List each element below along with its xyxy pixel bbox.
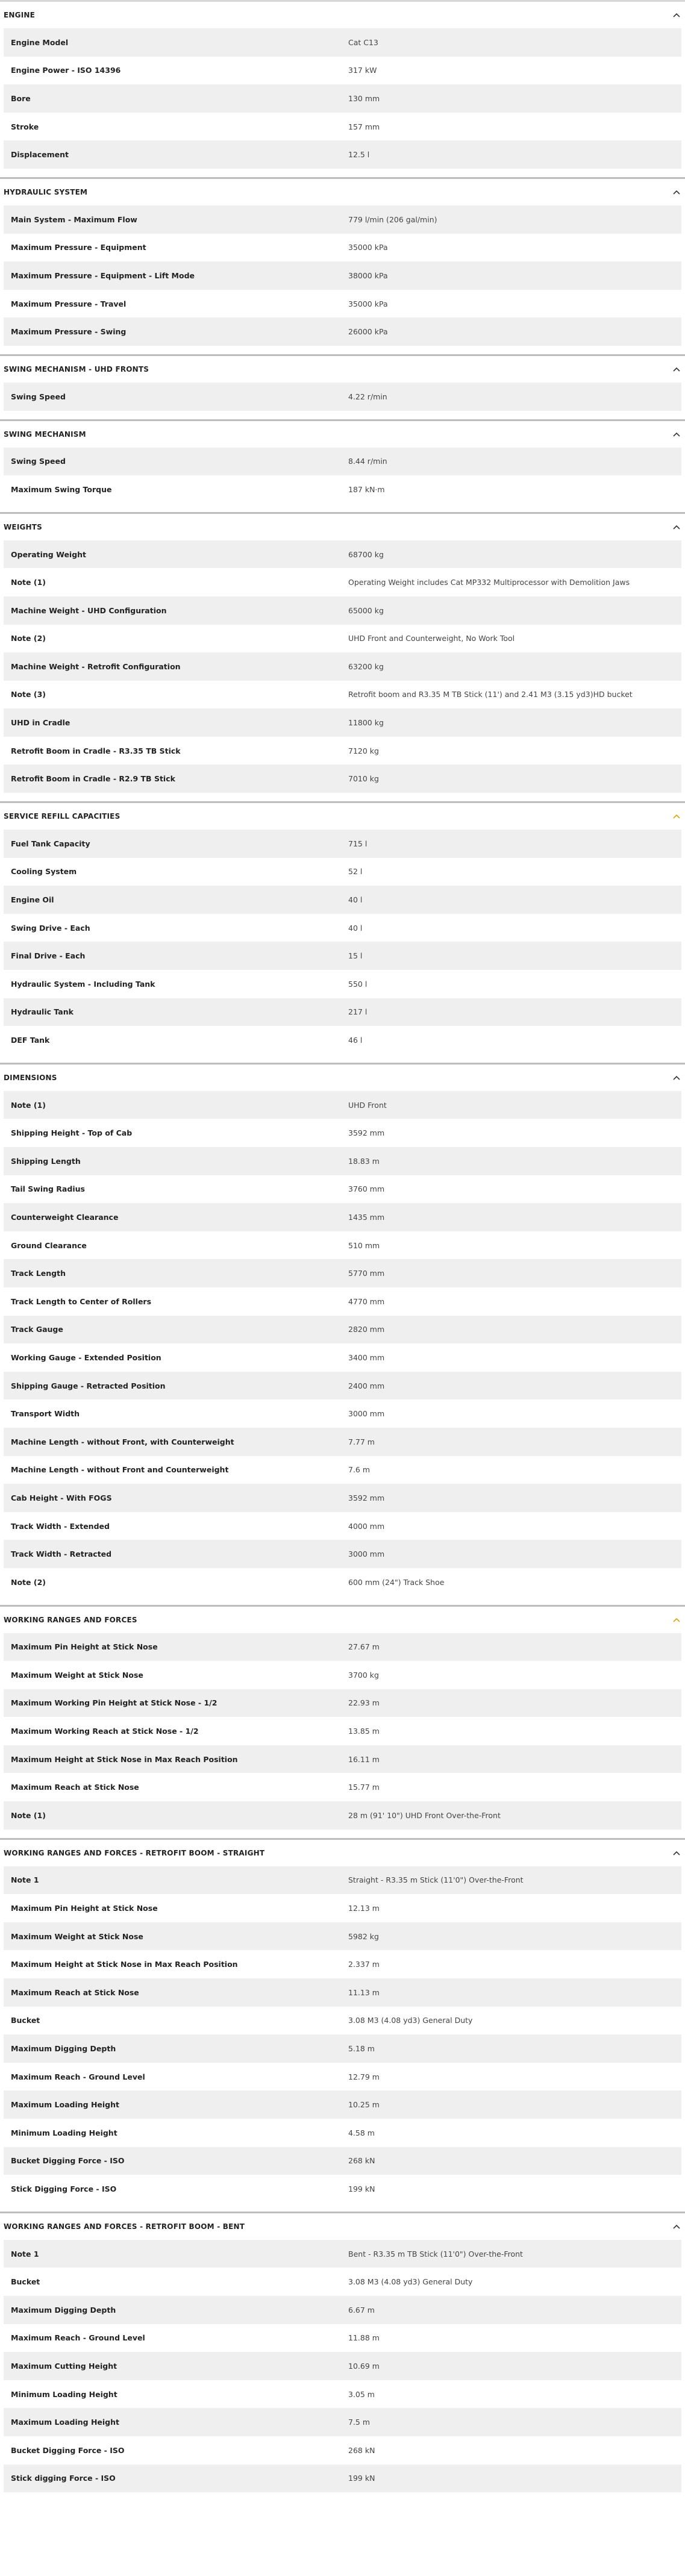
spec-value: 715 l [348,839,368,848]
spec-value: 199 kN [348,2474,375,2483]
spec-value: Operating Weight includes Cat MP332 Multiprocessor with Demolition Jaws [348,578,630,587]
spec-label: Track Length [11,1269,66,1278]
spec-value: 27.67 m [348,1642,380,1652]
spec-row [4,681,681,709]
spec-label: Note (1) [11,578,46,587]
spec-label: Bucket Digging Force - ISO [11,2445,125,2455]
spec-table [0,1091,685,1605]
spec-row [4,625,681,653]
spec-label: Maximum Working Pin Height at Stick Nose - 1/2 [11,1698,217,1708]
spec-value: 13.85 m [348,1727,380,1736]
spec-label: UHD in Cradle [11,718,70,728]
chevron-up-icon[interactable] [673,189,680,196]
section-header[interactable] [0,356,685,383]
chevron-up-icon[interactable] [673,366,680,373]
spec-value: 3400 mm [348,1352,385,1362]
spec-value: 28 m (91' 10") UHD Front Over-the-Front [348,1810,501,1820]
spec-label: Track Gauge [11,1325,63,1334]
spec-value: 157 mm [348,122,380,131]
section-title: DIMENSIONS [4,1073,57,1082]
spec-label: Engine Model [11,37,69,47]
chevron-up-icon[interactable] [673,2223,680,2230]
spec-row [4,1175,681,1204]
spec-section [0,1838,685,2212]
spec-row [4,2268,681,2296]
spec-row [4,1316,681,1344]
spec-value: 3760 mm [348,1184,385,1194]
spec-value: 5770 mm [348,1269,385,1278]
spec-row [4,1287,681,1316]
spec-label: Counterweight Clearance [11,1212,119,1222]
spec-value: 600 mm (24") Track Shoe [348,1577,445,1587]
spec-row [4,2296,681,2324]
spec-row [4,1745,681,1774]
spec-label: Displacement [11,150,69,160]
spec-value: 3000 mm [348,1409,385,1419]
spec-value: 4770 mm [348,1296,385,1306]
spec-value: 2820 mm [348,1325,385,1334]
spec-value: 3.08 M3 (4.08 yd3) General Duty [348,2277,473,2287]
spec-value: 10.25 m [348,2100,380,2110]
spec-row [4,1484,681,1512]
spec-label: Tail Swing Radius [11,1184,85,1194]
spec-row [4,475,681,504]
spec-row [4,1661,681,1689]
spec-row [4,290,681,318]
spec-label: Maximum Digging Depth [11,2044,116,2054]
spec-value: 52 l [348,867,363,877]
spec-label: Track Width - Retracted [11,1549,112,1559]
spec-value: 46 l [348,1036,363,1045]
spec-row [4,1568,681,1596]
spec-row [4,1978,681,2007]
spec-row [4,1203,681,1231]
section-title: WORKING RANGES AND FORCES [4,1615,137,1624]
chevron-up-icon[interactable] [673,11,680,19]
spec-value: 7.5 m [348,2418,371,2427]
spec-value: 38000 kPa [348,270,388,280]
spec-section [0,1605,685,1838]
spec-row [4,998,681,1027]
section-title: HYDRAULIC SYSTEM [4,187,88,196]
spec-value: 268 kN [348,2156,375,2166]
section-header[interactable] [0,1840,685,1866]
spec-label: Note (2) [11,634,46,643]
spec-row [4,1717,681,1745]
spec-row [4,737,681,765]
spec-label: Maximum Reach at Stick Nose [11,1987,139,1997]
spec-row [4,2240,681,2268]
spec-table [0,205,685,354]
section-header[interactable] [0,179,685,205]
spec-label: Note (2) [11,1577,46,1587]
spec-value: 15 l [348,951,363,961]
spec-label: Operating Weight [11,549,87,559]
spec-row [4,596,681,625]
spec-value: 317 kW [348,66,377,75]
spec-section [0,0,685,177]
spec-label: Ground Clearance [11,1240,87,1250]
spec-label: Bucket [11,2016,40,2025]
spec-table [0,1866,685,2212]
chevron-up-icon[interactable] [673,813,680,820]
spec-row [4,858,681,886]
spec-row [4,1026,681,1054]
spec-value: 3000 mm [348,1549,385,1559]
spec-row [4,1773,681,1801]
spec-label: Shipping Length [11,1156,81,1166]
spec-label: Machine Weight - UHD Configuration [11,605,167,615]
spec-row [4,1633,681,1662]
section-title: SERVICE REFILL CAPACITIES [4,812,120,821]
spec-row [4,2090,681,2119]
spec-row [4,568,681,596]
spec-label: Bucket Digging Force - ISO [11,2156,125,2166]
spec-section [0,1063,685,1605]
spec-section [0,801,685,1063]
spec-value: 5.18 m [348,2044,375,2054]
spec-row [4,383,681,411]
spec-table [0,540,685,801]
spec-row [4,317,681,346]
spec-label: Swing Speed [11,457,66,466]
spec-row [4,708,681,737]
spec-label: Track Width - Extended [11,1521,110,1531]
spec-value: 7.6 m [348,1465,371,1475]
spec-row [4,886,681,914]
spec-row [4,1343,681,1372]
section-title: WORKING RANGES AND FORCES - RETROFIT BOOM - BENT [4,2222,245,2231]
spec-value: 7.77 m [348,1437,375,1446]
section-title: WEIGHTS [4,522,43,531]
spec-row [4,1119,681,1147]
spec-label: Maximum Pressure - Equipment - Lift Mode [11,270,195,280]
spec-label: Note (3) [11,690,46,699]
spec-row [4,914,681,942]
chevron-up-icon[interactable] [673,1849,680,1857]
spec-label: Maximum Height at Stick Nose in Max Reach Position [11,1960,238,1969]
spec-value: 40 l [348,923,363,933]
spec-label: Maximum Swing Torque [11,484,112,494]
spec-value: 5982 kg [348,1931,379,1941]
spec-row [4,652,681,681]
spec-label: Fuel Tank Capacity [11,839,90,848]
spec-label: Maximum Pressure - Equipment [11,243,146,252]
spec-section [0,354,685,419]
spec-value: 4000 mm [348,1521,385,1531]
spec-value: 187 kN·m [348,484,385,494]
section-header[interactable] [0,2213,685,2240]
spec-row [4,1147,681,1175]
spec-label: Note (1) [11,1100,46,1110]
section-title: SWING MECHANISM [4,430,86,439]
section-header[interactable] [0,514,685,540]
spec-value: 3700 kg [348,1670,379,1680]
spec-row [4,2175,681,2203]
spec-row [4,1540,681,1568]
spec-value: Bent - R3.35 m TB Stick (11'0") Over-the-Front [348,2249,523,2259]
spec-value: 12.79 m [348,2072,380,2081]
spec-label: Stick digging Force - ISO [11,2474,116,2483]
spec-value: 10.69 m [348,2361,380,2371]
spec-value: 130 mm [348,93,380,103]
spec-label: Swing Speed [11,392,66,401]
spec-value: 40 l [348,895,363,905]
spec-row [4,2380,681,2409]
spec-value: 63200 kg [348,661,384,671]
spec-label: Maximum Reach - Ground Level [11,2333,145,2343]
spec-row [4,2034,681,2063]
spec-row [4,28,681,57]
spec-value: 2400 mm [348,1381,385,1390]
spec-label: Machine Length - without Front and Counterweight [11,1465,229,1475]
section-title: SWING MECHANISM - UHD FRONTS [4,364,149,374]
spec-label: Working Gauge - Extended Position [11,1352,161,1362]
spec-section [0,177,685,354]
spec-row [4,1399,681,1428]
spec-label: Main System - Maximum Flow [11,214,137,224]
spec-value: 3592 mm [348,1493,385,1502]
spec-row [4,540,681,569]
spec-label: Maximum Pressure - Swing [11,327,127,337]
spec-row [4,261,681,290]
spec-value: 7120 kg [348,746,379,755]
spec-label: Maximum Pressure - Travel [11,299,127,308]
section-header[interactable] [0,2,685,28]
spec-value: 199 kN [348,2184,375,2193]
chevron-up-icon[interactable] [673,1616,680,1624]
spec-value: 779 l/min (206 gal/min) [348,214,437,224]
spec-row [4,140,681,169]
spec-label: Shipping Height - Top of Cab [11,1128,133,1138]
spec-value: Straight - R3.35 m Stick (11'0") Over-the-Front [348,1875,524,1885]
spec-label: Maximum Weight at Stick Nose [11,1931,143,1941]
spec-value: Retrofit boom and R3.35 M TB Stick (11') and 2.41 M3 (3.15 yd3)HD bucket [348,690,633,699]
spec-row [4,2119,681,2147]
spec-row [4,1689,681,1718]
spec-label: Note 1 [11,1875,39,1885]
spec-row [4,764,681,793]
spec-label: Retrofit Boom in Cradle - R2.9 TB Stick [11,774,175,784]
spec-row [4,2007,681,2035]
spec-value: 268 kN [348,2445,375,2455]
spec-row [4,1866,681,1895]
spec-label: Stroke [11,122,39,131]
spec-value: 4.22 r/min [348,392,387,401]
spec-label: Retrofit Boom in Cradle - R3.35 TB Stick [11,746,181,755]
spec-value: 12.5 l [348,150,370,160]
spec-value: 8.44 r/min [348,457,387,466]
spec-row [4,1428,681,1456]
spec-label: Maximum Working Reach at Stick Nose - 1/2 [11,1727,199,1736]
spec-row [4,1372,681,1400]
spec-value: 11.13 m [348,1987,380,1997]
spec-row [4,830,681,858]
spec-label: Maximum Weight at Stick Nose [11,1670,143,1680]
spec-value: UHD Front and Counterweight, No Work Tool [348,634,515,643]
spec-value: 15.77 m [348,1783,380,1792]
spec-row [4,2436,681,2465]
spec-label: Bucket [11,2277,40,2287]
spec-row [4,57,681,85]
spec-label: Maximum Loading Height [11,2100,119,2110]
spec-label: Hydraulic Tank [11,1007,74,1017]
spec-table [0,830,685,1063]
spec-value: 6.67 m [348,2305,375,2315]
spec-row [4,970,681,998]
section-header[interactable] [0,803,685,830]
spec-row [4,1259,681,1287]
spec-label: Bore [11,93,31,103]
spec-row [4,942,681,970]
spec-label: Machine Weight - Retrofit Configuration [11,661,181,671]
spec-section [0,419,685,512]
spec-row [4,1894,681,1922]
spec-value: 11.88 m [348,2333,380,2343]
spec-value: 35000 kPa [348,243,388,252]
spec-table [0,383,685,419]
spec-row [4,234,681,262]
section-title: WORKING RANGES AND FORCES - RETROFIT BOOM - STRAIGHT [4,1848,265,1857]
spec-label: Minimum Loading Height [11,2389,117,2399]
spec-label: Final Drive - Each [11,951,86,961]
spec-row [4,2147,681,2175]
spec-label: Maximum Pin Height at Stick Nose [11,1904,158,1913]
spec-label: Note 1 [11,2249,39,2259]
spec-table [0,448,685,512]
spec-table [0,28,685,177]
spec-table [0,2240,685,2501]
spec-label: Stick Digging Force - ISO [11,2184,117,2193]
spec-value: 12.13 m [348,1904,380,1913]
spec-section [0,2212,685,2501]
spec-value: 217 l [348,1007,368,1017]
section-header[interactable] [0,421,685,448]
spec-row [4,1091,681,1119]
spec-row [4,448,681,476]
spec-label: Note (1) [11,1810,46,1820]
spec-label: Engine Power - ISO 14396 [11,66,121,75]
spec-label: DEF Tank [11,1036,50,1045]
spec-value: 550 l [348,979,368,989]
spec-label: Maximum Height at Stick Nose in Max Reach Position [11,1754,238,1764]
spec-value: 7010 kg [348,774,379,784]
spec-value: 11800 kg [348,718,384,728]
chevron-up-icon[interactable] [673,1074,680,1081]
spec-label: Maximum Cutting Height [11,2361,117,2371]
spec-value: Cat C13 [348,37,378,47]
spec-row [4,2352,681,2380]
spec-label: Track Length to Center of Rollers [11,1296,152,1306]
spec-row [4,2465,681,2493]
spec-label: Maximum Reach at Stick Nose [11,1783,139,1792]
spec-row [4,1801,681,1830]
spec-label: Cooling System [11,867,77,877]
spec-label: Engine Oil [11,895,54,905]
spec-value: 1435 mm [348,1212,385,1222]
spec-row [4,1950,681,1978]
spec-value: 510 mm [348,1240,380,1250]
spec-label: Maximum Pin Height at Stick Nose [11,1642,158,1652]
spec-label: Cab Height - With FOGS [11,1493,112,1502]
spec-label: Hydraulic System - Including Tank [11,979,155,989]
chevron-up-icon[interactable] [673,431,680,438]
spec-row [4,84,681,113]
spec-row [4,205,681,234]
spec-label: Shipping Gauge - Retracted Position [11,1381,166,1390]
spec-row [4,1456,681,1484]
spec-value: 4.58 m [348,2128,375,2137]
spec-row [4,1922,681,1951]
spec-row [4,2408,681,2436]
spec-table [0,1633,685,1838]
spec-value: 22.93 m [348,1698,380,1708]
spec-label: Machine Length - without Front, with Counterweight [11,1437,234,1446]
spec-value: 2.337 m [348,1960,380,1969]
spec-value: 65000 kg [348,605,384,615]
spec-value: 3.08 M3 (4.08 yd3) General Duty [348,2016,473,2025]
spec-label: Maximum Digging Depth [11,2305,116,2315]
spec-value: 3.05 m [348,2389,375,2399]
spec-row [4,113,681,141]
spec-value: 68700 kg [348,549,384,559]
section-title: ENGINE [4,11,35,19]
spec-value: 3592 mm [348,1128,385,1138]
chevron-up-icon[interactable] [673,524,680,531]
spec-label: Swing Drive - Each [11,923,90,933]
spec-value: UHD Front [348,1100,387,1110]
spec-row [4,2063,681,2091]
spec-value: 18.83 m [348,1156,380,1166]
section-header[interactable] [0,1064,685,1091]
spec-label: Maximum Loading Height [11,2418,119,2427]
spec-section [0,512,685,801]
spec-value: 26000 kPa [348,327,388,337]
spec-value: 35000 kPa [348,299,388,308]
spec-label: Transport Width [11,1409,80,1419]
spec-label: Minimum Loading Height [11,2128,117,2137]
section-header[interactable] [0,1607,685,1633]
spec-row [4,1231,681,1260]
spec-value: 16.11 m [348,1754,380,1764]
spec-label: Maximum Reach - Ground Level [11,2072,145,2081]
spec-row [4,2324,681,2352]
spec-row [4,1512,681,1540]
